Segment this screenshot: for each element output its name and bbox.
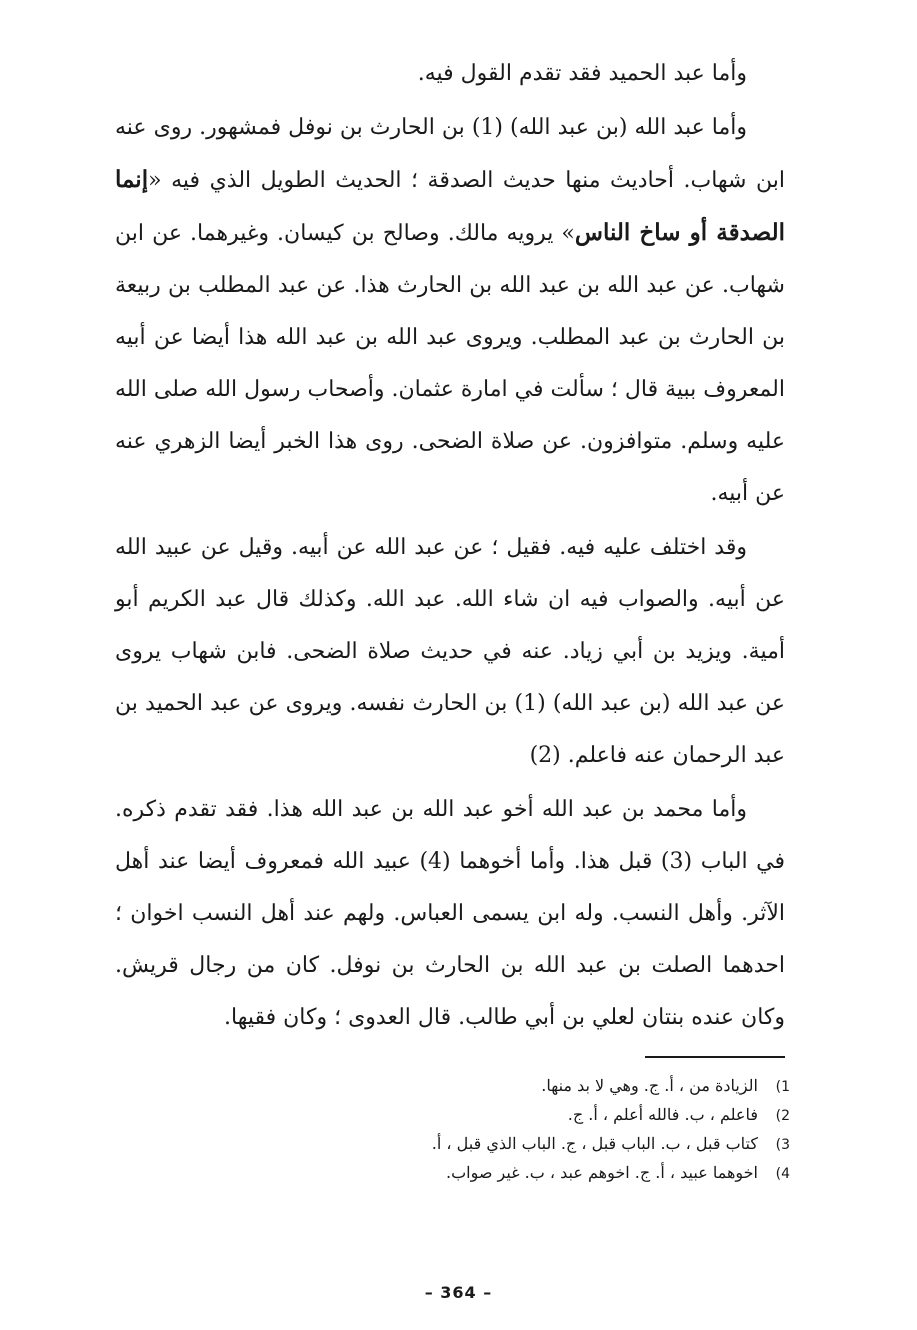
footnote-item <box>300 1130 790 1159</box>
body-text <box>115 48 785 1044</box>
footnote-number: (4 <box>775 1166 790 1182</box>
footnote-number: (3 <box>775 1137 790 1153</box>
paragraph-3: وقد اختلف عليه فيه. فقيل ؛ عن عبد الله عن أبيه. وقيل عن عبيد الله عن أبيه. والصواب فيه ان شاء الله. عبد الله. وكذلك قال عبد الكريم أبو أمية. ويزيد بن أبي زياد. عنه في حديث صلاة الضحى. فابن شهاب يروى عن عبد الله (بن عبد الله) (1) بن الحارث نفسه. ويروى عن عبد الحميد بن عبد الرحمان عنه فاعلم. (2) <box>115 535 785 768</box>
page-number: – 364 – <box>424 1283 493 1302</box>
footnote-number: (2 <box>775 1108 790 1124</box>
footnote-item <box>300 1072 790 1101</box>
footnote-text: كتاب قبل ، ب. الباب قبل ، ج. الباب الذي قبل ، أ. <box>431 1134 758 1153</box>
paragraph-2 <box>115 102 785 520</box>
footnote-text: الزيادة من ، أ. ج. وهي لا بد منها. <box>541 1076 758 1095</box>
paragraph-2-end: » يرويه مالك. وصالح بن كيسان. وغيرهما. عن ابن شهاب. عن عبد الله بن عبد الله بن الحارث هذا. عن عبد المطلب بن ربيعة بن الحارث بن عبد المطلب. ويروى عبد الله بن عبد الله هذا أيضا عن أبيه المعروف ببية قال ؛ سألت في امارة عثمان. وأصحاب رسول الله صلى الله عليه وسلم. متوافزون. عن صلاة الضحى. روى هذا الخبر أيضا الزهري عنه عن أبيه. <box>115 221 785 506</box>
footnote-text: فاعلم ، ب. فالله أعلم ، أ. ج. <box>567 1105 758 1124</box>
paragraph-4: وأما محمد بن عبد الله أخو عبد الله بن عبد الله هذا. فقد تقدم ذكره. في الباب (3) قبل هذا. وأما أخوهما (4) عبيد الله فمعروف أيضا عند أهل الآثر. وأهل النسب. وله ابن يسمى العباس. ولهم عند أهل النسب اخوان ؛ احدهما الصلت بن عبد الله بن الحارث بن نوفل. كان من رجال قريش. وكان عنده بنتان لعلي بن أبي طالب. قال العدوى ؛ وكان فقيها. <box>115 797 786 1030</box>
footnote-item <box>300 1159 790 1188</box>
footnote-divider <box>645 1056 785 1058</box>
paragraph-2-start: وأما عبد الله (بن عبد الله) (1) بن الحارث بن نوفل فمشهور. روى عنه ابن شهاب. أحاديث منها حديث الصدقة ؛ الحديث الطويل الذي فيه « <box>115 115 785 193</box>
footnote-number: (1 <box>775 1079 790 1095</box>
paragraph-1: وأما عبد الحميد فقد تقدم القول فيه. <box>417 61 747 86</box>
footnotes <box>300 1072 790 1188</box>
quoted-hadith: إنما الصدقة أو ساخ الناس <box>115 166 785 246</box>
footnote-item <box>300 1101 790 1130</box>
footnote-text: اخوهما عبيد ، أ. ج. اخوهم عبد ، ب. غير صواب. <box>446 1163 758 1182</box>
